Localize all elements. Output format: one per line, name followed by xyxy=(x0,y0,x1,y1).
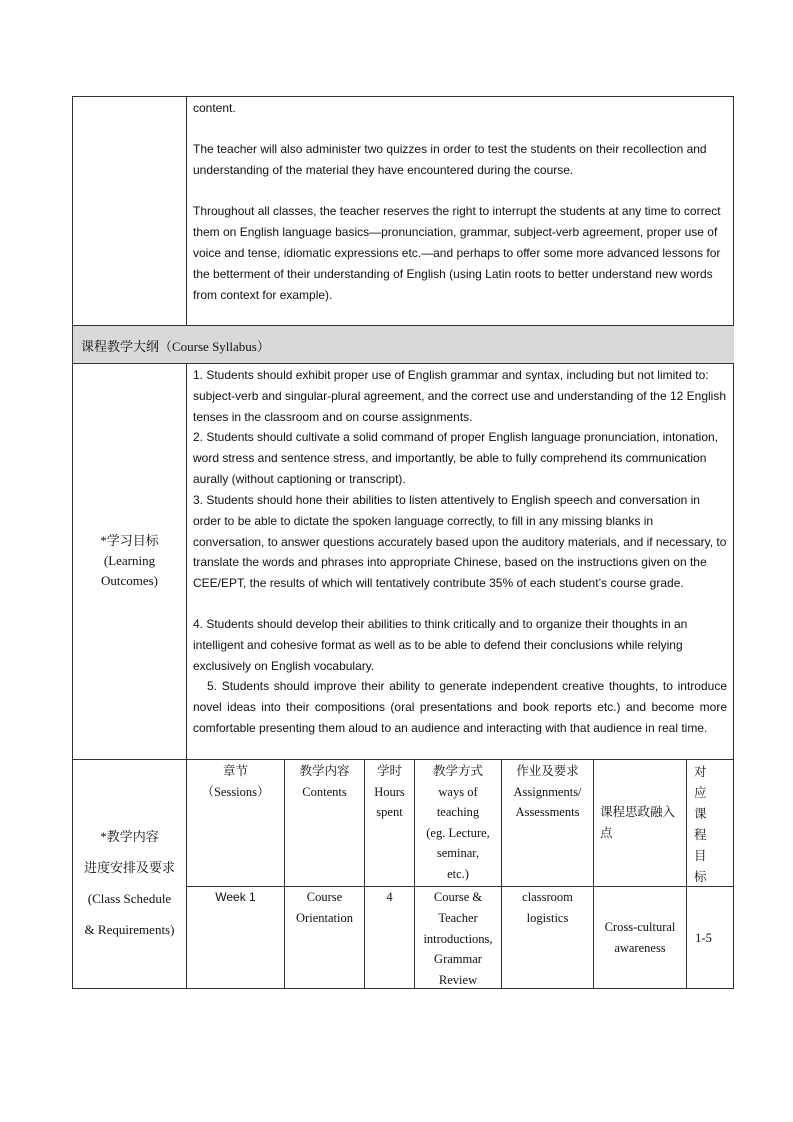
header-objective-char: 目 xyxy=(694,849,707,863)
header-assignments xyxy=(502,761,593,823)
header-ways-en: etc.) xyxy=(447,866,469,881)
syllabus-header: 课程教学大纲（Course Syllabus） xyxy=(81,339,270,354)
row-assignments xyxy=(502,887,593,929)
header-assignments-en: Assessments xyxy=(515,805,580,820)
header-contents xyxy=(285,761,364,802)
header-ideology xyxy=(600,802,686,843)
header-ways-en: teaching xyxy=(436,805,480,820)
row-session: Week 1 xyxy=(215,890,256,904)
row-hours: 4 xyxy=(386,890,393,904)
learning-outcomes-label-zh: *学习目标 xyxy=(100,533,159,548)
row-content-line: Course xyxy=(306,890,343,904)
row-ideology xyxy=(594,917,686,959)
header-ideology-line: 点 xyxy=(600,825,613,840)
header-objective-char: 课 xyxy=(694,807,707,821)
row-ways-line: Grammar xyxy=(434,952,482,967)
teaching-methods-text xyxy=(193,98,728,305)
header-assignments-en: Assignments/ xyxy=(513,784,582,799)
learning-outcomes-label-en: (Learning xyxy=(103,553,156,568)
header-contents-zh: 教学内容 xyxy=(299,764,350,778)
schedule-label-zh: 进度安排及要求 xyxy=(83,860,175,875)
learning-outcomes-label xyxy=(73,531,186,591)
row-ways-line: Review xyxy=(438,973,478,988)
row-assignments-line: classroom xyxy=(522,890,573,904)
row-ways-line: Teacher xyxy=(438,910,478,925)
quizzes-paragraph: The teacher will also administer two quizzes in order to test the students on their recollection and understanding of the material they have encountered during the course. xyxy=(193,141,707,177)
header-sessions-zh: 章节 xyxy=(222,764,248,778)
continuation-text: content. xyxy=(193,101,236,115)
row-ways-line: introductions, xyxy=(423,931,493,946)
header-assignments-zh: 作业及要求 xyxy=(516,764,579,778)
header-objective-char: 应 xyxy=(694,786,707,800)
row-content-line: Orientation xyxy=(296,910,353,925)
schedule-label-en: & Requirements) xyxy=(84,922,175,937)
row-objective: 1-5 xyxy=(695,931,712,945)
header-sessions-en: （Sessions） xyxy=(201,784,270,799)
learning-outcomes-label-en: Outcomes) xyxy=(100,573,159,588)
outcome-item: 5. Students should improve their ability to generate independent creative thoughts, to introduce novel ideas into their compositions (oral presentations and book reports etc.) and become more comfortable presenting them aloud to an audience and interacting with that audience in real time. xyxy=(193,679,727,735)
row-ideology-line: Cross-cultural xyxy=(604,920,676,934)
outcome-item: 2. Students should cultivate a solid command of proper English language pronunciation, intonation, word stress and sentence stress, and importantly, be able to fully comprehend its communication aurally (without captioning or transcript). xyxy=(193,430,719,486)
header-objective xyxy=(694,762,714,888)
row-ways-line: Course & xyxy=(433,890,483,904)
header-ways-en: seminar, xyxy=(436,846,480,861)
row-ideology-line: awareness xyxy=(614,940,666,955)
header-hours-en: spent xyxy=(376,805,403,820)
header-objective-char: 对 xyxy=(694,765,707,779)
row-assignments-line: logistics xyxy=(526,910,569,925)
outcome-item: 4. Students should develop their abilities to think critically and to organize their thoughts in an intelligent and cohesive format as well as to be able to defend their conclusions while relying exclusively on English vocabulary. xyxy=(193,617,688,673)
outcome-item: 1. Students should exhibit proper use of English grammar and syntax, including but not limited to: subject-verb and singular-plural agreement, and the correct use and understanding of the 12 English tenses in the classroom and on course assignments. xyxy=(193,368,726,424)
header-hours-zh: 学时 xyxy=(376,764,402,778)
header-ways-en: (eg. Lecture, xyxy=(426,825,490,840)
header-objective-char: 标 xyxy=(694,870,707,884)
header-ways xyxy=(415,761,501,885)
row-divider xyxy=(72,759,734,760)
row-ways xyxy=(415,887,501,991)
header-objective-char: 程 xyxy=(694,828,707,842)
column-divider xyxy=(186,96,187,325)
header-hours xyxy=(365,761,414,823)
header-ideology-line: 课程思政融入 xyxy=(600,805,676,819)
header-hours-en: Hours xyxy=(374,784,405,799)
header-ways-en: ways of xyxy=(438,784,478,799)
header-contents-en: Contents xyxy=(302,784,347,799)
interrupt-paragraph: Throughout all classes, the teacher reserves the right to interrupt the students at any time to correct them on English language basics—pronunciation, grammar, subject-verb agreement, proper use of voice and tense, idiomatic expressions etc.—and perhaps to offer some more advanced lessons for the betterment of their understanding of English (using Latin roots to better understand new words from context for example). xyxy=(193,204,721,302)
row-content xyxy=(285,887,364,929)
schedule-label-zh: *教学内容 xyxy=(100,829,159,844)
header-ways-zh: 教学方式 xyxy=(432,764,483,778)
schedule-label xyxy=(73,821,186,945)
header-sessions xyxy=(187,761,284,802)
schedule-label-en: (Class Schedule xyxy=(87,891,172,906)
row-divider xyxy=(72,363,734,364)
outcome-item: 3. Students should hone their abilities to listen attentively to English speech and conversation in order to be able to dictate the spoken language correctly, to fill in any missing blanks in conversation, to answer questions accurately based upon the auditory materials, and if necessary, to translate the words and phrases into appropriate Chinese, based on the instructions given on the CEE/EPT, the results of which will tentatively contribute 35% of each student’s course grade. xyxy=(193,493,727,591)
column-divider xyxy=(686,759,687,989)
